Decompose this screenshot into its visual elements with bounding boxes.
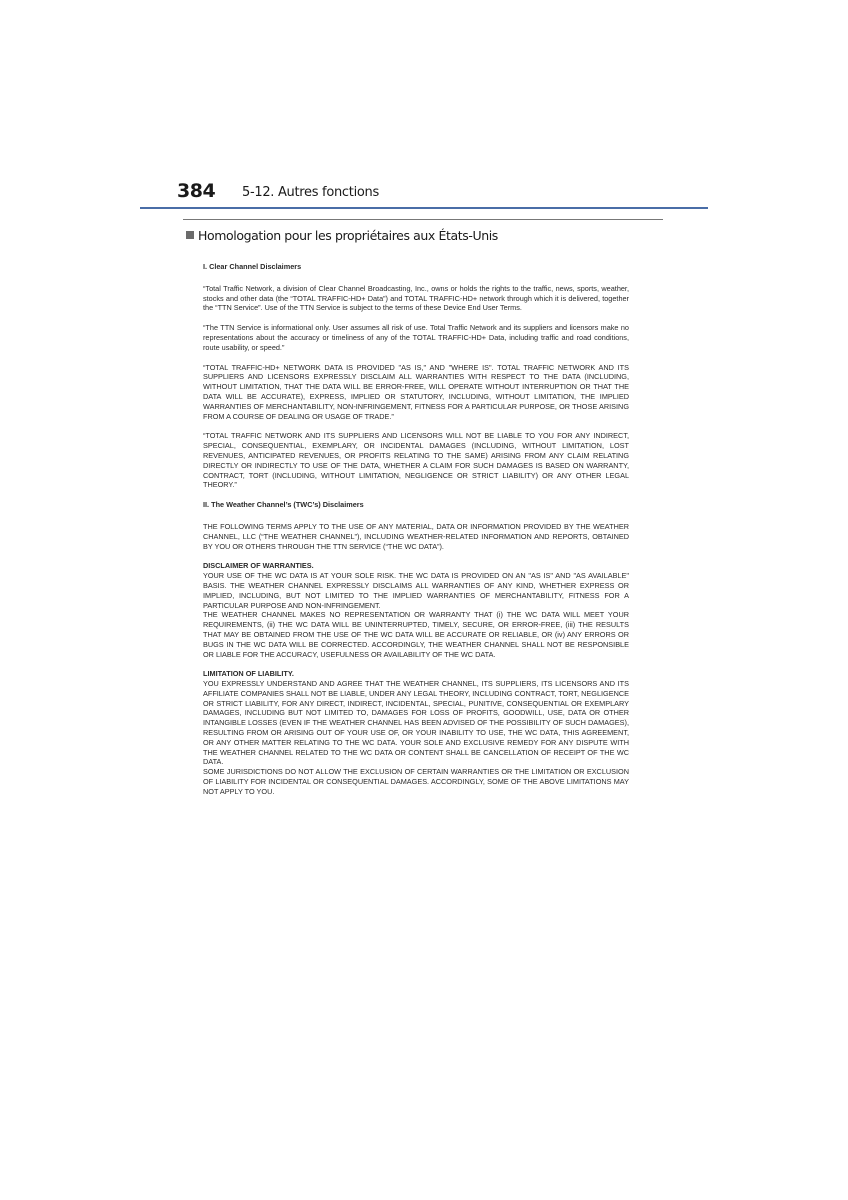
paragraph: “TOTAL TRAFFIC-HD+ NETWORK DATA IS PROVIDED "AS IS," AND "WHERE IS". TOTAL TRAFFIC NETWORK AND ITS SUPPLIERS AND LICENSORS EXPRESSLY DISCLAIM ALL WARRANTIES WITH RESPECT TO THE DATA (INCLUDING, WITHOUT LIMITATION, THAT THE DATA WILL BE ERROR-FREE, WILL OPERATE WITHOUT INTERRUPTION OR THAT THE DATA WILL BE ACCURATE), EXPRESS, IMPLIED OR STATUTORY, INCLUDING, WITHOUT LIMITATION, THE IMPLIED WARRANTIES OF MERCHANTABILITY, NON-INFRINGEMENT, FITNESS FOR A PARTICULAR PURPOSE, OR THOSE ARISING FROM A COURSE OF DEALING OR USAGE OF TRADE.”	[203, 362, 629, 421]
paragraph: “The TTN Service is informational only. User assumes all risk of use. Total Traffic Network and its suppliers and licensors make no representations about the accuracy or timeliness of any of the TOTAL TRAFFIC-HD+ Data, including traffic and road conditions, route usability, or speed.”	[203, 323, 629, 352]
header-rule	[140, 207, 708, 209]
disclaimer-heading: DISCLAIMER OF WARRANTIES.	[203, 561, 314, 571]
twc-heading: II. The Weather Channel’s (TWC’s) Disclaimers	[203, 500, 364, 510]
subheading-text: Homologation pour les propriétaires aux États-Unis	[198, 228, 498, 243]
clear-channel-heading: I. Clear Channel Disclaimers	[203, 262, 302, 271]
section-title: 5-12. Autres fonctions	[242, 185, 379, 200]
square-bullet-icon	[186, 231, 194, 239]
paragraph: SOME JURISDICTIONS DO NOT ALLOW THE EXCLUSION OF CERTAIN WARRANTIES OR THE LIMITATION OR EXCLUSION OF LIABILITY FOR INCIDENTAL OR CONSEQUENTIAL DAMAGES. ACCORDINGLY, SOME OF THE ABOVE LIMITATIONS MAY NOT APPLY TO YOU.	[203, 767, 629, 796]
page-header	[140, 176, 708, 210]
paragraph: “TOTAL TRAFFIC NETWORK AND ITS SUPPLIERS AND LICENSORS WILL NOT BE LIABLE TO YOU FOR ANY INDIRECT, SPECIAL, CONSEQUENTIAL, EXEMPLARY, OR INCIDENTAL DAMAGES (INCLUDING, WITHOUT LIMITATION, LOST REVENUES, ANTICIPATED REVENUES, OR PROFITS RELATING TO THE SAME) ARISING FROM ANY CLAIM RELATING DIRECTLY OR INDIRECTLY TO USE OF THE DATA, WHETHER A CLAIM FOR SUCH DAMAGES IS BASED ON WARRANTY, CONTRACT, TORT (INCLUDING, WITHOUT LIMITATION, NEGLIGENCE OR STRICT LIABILITY) OR ANY OTHER LEGAL THEORY.”	[203, 431, 629, 490]
document-body	[203, 262, 629, 807]
paragraph: YOU EXPRESSLY UNDERSTAND AND AGREE THAT THE WEATHER CHANNEL, ITS SUPPLIERS, ITS LICENSORS AND ITS AFFILIATE COMPANIES SHALL NOT BE LIABLE, UNDER ANY LEGAL THEORY, INCLUDING CONTRACT, TORT, NEGLIGENCE OR STRICT LIABILITY, FOR ANY DIRECT, INDIRECT, INCIDENTAL, SPECIAL, PUNITIVE, CONSEQUENTIAL OR EXEMPLARY DAMAGES, INCLUDING BUT NOT LIMITED TO, DAMAGES FOR LOSS OF PROFITS, GOODWILL, USE, DATA OR OTHER INTANGIBLE LOSSES (EVEN IF THE WEATHER CHANNEL HAS BEEN ADVISED OF THE POSSIBILITY OF SUCH DAMAGES), RESULTING FROM OR ARISING OUT OF YOUR USE OF, OR YOUR INABILITY TO USE, THE WC DATA, THIS AGREEMENT, OR ANY OTHER MATTER RELATING TO THE WC DATA. YOUR SOLE AND EXCLUSIVE REMEDY FOR ANY DISPUTE WITH THE WEATHER CHANNEL RELATED TO THE WC DATA OR CONTENT SHALL BE CANCELLATION OF RECEIPT OF THE WC DATA.	[203, 679, 629, 767]
paragraph: THE WEATHER CHANNEL MAKES NO REPRESENTATION OR WARRANTY THAT (i) THE WC DATA WILL MEET YOUR REQUIREMENTS, (ii) THE WC DATA WILL BE UNINTERRUPTED, TIMELY, SECURE, OR ERROR-FREE, (iii) THE RESULTS THAT MAY BE OBTAINED FROM THE USE OF THE WC DATA WILL BE ACCURATE OR RELIABLE, OR (iv) ANY ERRORS OR BUGS IN THE WC DATA WILL BE CORRECTED. ACCORDINGLY, THE WEATHER CHANNEL SHALL NOT BE RESPONSIBLE OR LIABLE FOR THE ACCURACY, USEFULNESS OR AVAILABILITY OF THE WC DATA.	[203, 610, 629, 659]
paragraph: “Total Traffic Network, a division of Clear Channel Broadcasting, Inc., owns or holds the rights to the traffic, news, sports, weather, stocks and other data (the “TOTAL TRAFFIC-HD+ Data”) and TOTAL TRAFFIC-HD+ network through which it is delivered, together the “TTN Service”. Use of the TTN Service is subject to the terms of these Device End User Terms.	[203, 283, 629, 313]
paragraph: YOUR USE OF THE WC DATA IS AT YOUR SOLE RISK. THE WC DATA IS PROVIDED ON AN "AS IS" AND "AS AVAILABLE" BASIS. THE WEATHER CHANNEL EXPRESSLY DISCLAIMS ALL WARRANTIES OF ANY KIND, WHETHER EXPRESS OR IMPLIED, INCLUDING, BUT NOT LIMITED TO THE IMPLIED WARRANTIES OF MERCHANTABILITY, FITNESS FOR A PARTICULAR PURPOSE AND NON-INFRINGEMENT.	[203, 571, 629, 610]
subheading	[186, 228, 646, 243]
divider	[183, 219, 663, 220]
paragraph: THE FOLLOWING TERMS APPLY TO THE USE OF ANY MATERIAL, DATA OR INFORMATION PROVIDED BY THE WEATHER CHANNEL, LLC (“THE WEATHER CHANNEL”), INCLUDING WEATHER-RELATED INFORMATION AND REPORTS, OBTAINED BY YOU OR OTHERS THROUGH THE TTN SERVICE (“THE WC DATA”).	[203, 521, 629, 551]
page-number: 384	[177, 180, 216, 202]
liability-heading: LIMITATION OF LIABILITY.	[203, 669, 294, 679]
